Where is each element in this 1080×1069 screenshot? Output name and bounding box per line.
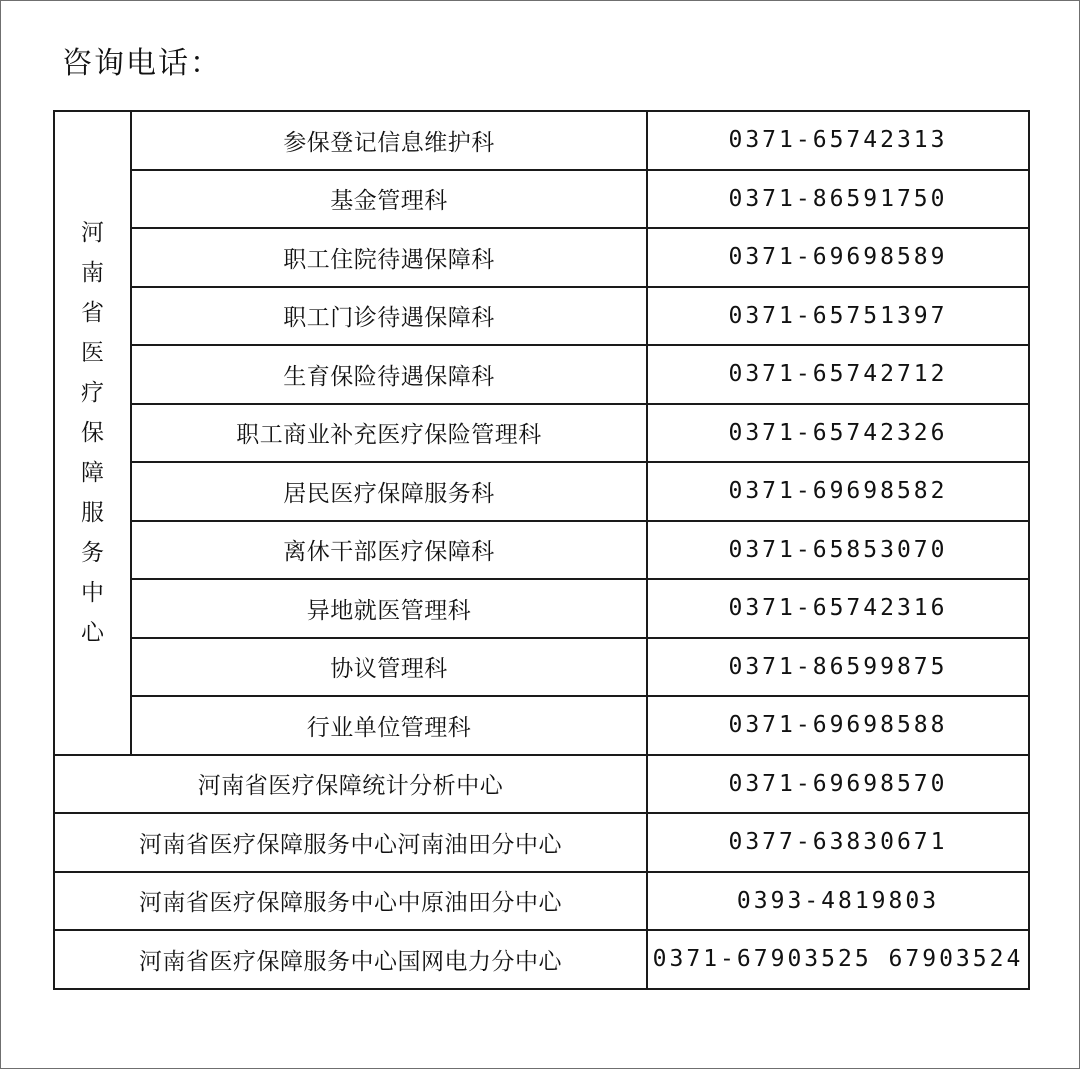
phone-number: 0371-65742712 — [647, 345, 1029, 404]
table-row — [54, 638, 1029, 697]
phone-number: 0371-69698582 — [647, 462, 1029, 521]
phone-number: 0393-4819803 — [647, 872, 1029, 931]
phone-number: 0371-69698589 — [647, 228, 1029, 287]
phone-number: 0371-65742316 — [647, 579, 1029, 638]
phone-number: 0371-69698570 — [647, 755, 1029, 814]
table-row — [54, 228, 1029, 287]
phone-number: 0371-65853070 — [647, 521, 1029, 580]
department-name: 行业单位管理科 — [131, 696, 647, 755]
department-name: 职工门诊待遇保障科 — [131, 287, 647, 346]
table-row — [54, 170, 1029, 229]
table-row — [54, 872, 1029, 931]
table-row — [54, 930, 1029, 989]
table-row — [54, 404, 1029, 463]
department-name: 协议管理科 — [131, 638, 647, 697]
phone-number: 0371-86591750 — [647, 170, 1029, 229]
department-name: 职工住院待遇保障科 — [131, 228, 647, 287]
phone-number: 0371-65751397 — [647, 287, 1029, 346]
table-row — [54, 287, 1029, 346]
table-row — [54, 696, 1029, 755]
group-name: 河南省医疗保障服务中心 — [81, 219, 104, 646]
phone-number: 0371-67903525 67903524 — [647, 930, 1029, 989]
table-row — [54, 462, 1029, 521]
phone-number: 0371-86599875 — [647, 638, 1029, 697]
department-name: 离休干部医疗保障科 — [131, 521, 647, 580]
center-name: 河南省医疗保障统计分析中心 — [54, 755, 647, 814]
center-name: 河南省医疗保障服务中心河南油田分中心 — [54, 813, 647, 872]
group-name-cell — [54, 111, 131, 755]
phone-number: 0377-63830671 — [647, 813, 1029, 872]
table-row — [54, 755, 1029, 814]
department-name: 基金管理科 — [131, 170, 647, 229]
phone-number: 0371-65742326 — [647, 404, 1029, 463]
contact-table-body — [54, 111, 1029, 989]
department-name: 参保登记信息维护科 — [131, 111, 647, 170]
phone-number: 0371-65742313 — [647, 111, 1029, 170]
department-name: 职工商业补充医疗保险管理科 — [131, 404, 647, 463]
center-name: 河南省医疗保障服务中心中原油田分中心 — [54, 872, 647, 931]
department-name: 居民医疗保障服务科 — [131, 462, 647, 521]
department-name: 异地就医管理科 — [131, 579, 647, 638]
page-title: 咨询电话： — [62, 46, 222, 81]
contact-table — [53, 110, 1030, 990]
table-row — [54, 111, 1029, 170]
table-row — [54, 345, 1029, 404]
department-name: 生育保险待遇保障科 — [131, 345, 647, 404]
table-row — [54, 521, 1029, 580]
table-row — [54, 579, 1029, 638]
table-row — [54, 813, 1029, 872]
phone-number: 0371-69698588 — [647, 696, 1029, 755]
center-name: 河南省医疗保障服务中心国网电力分中心 — [54, 930, 647, 989]
